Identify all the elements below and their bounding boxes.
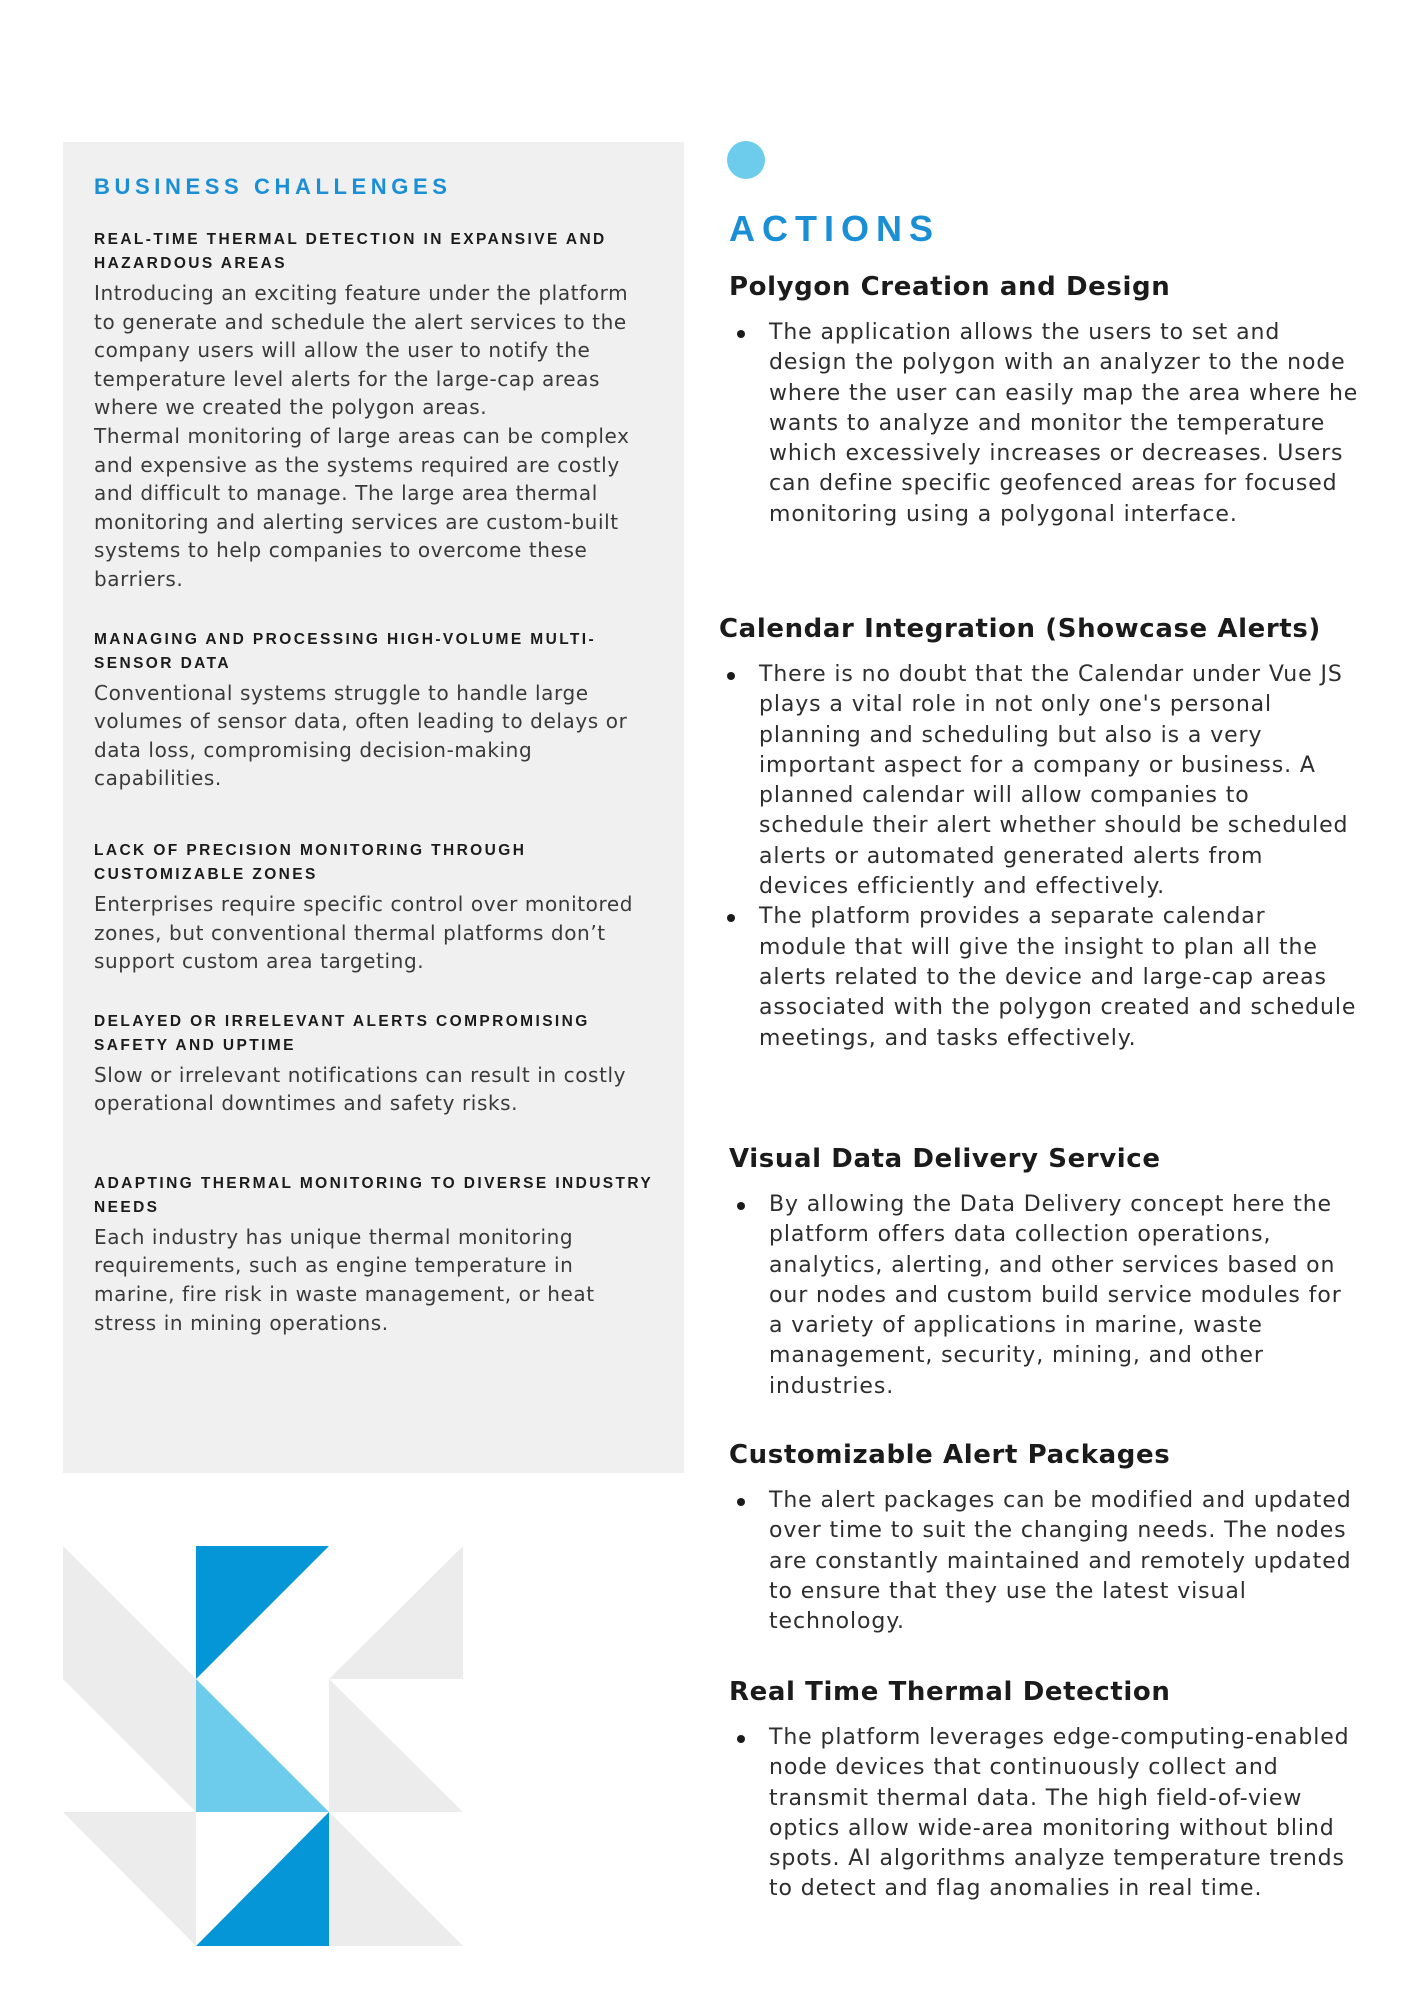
- decor-triangle: [329, 1546, 463, 1679]
- action-bullet: There is no doubt that the Calendar under Vue JS plays a vital role in not only one's personal planning and scheduling but also is a very important aspect for a company or business. A planned calendar will allow companies to schedule their alert whether should be scheduled alerts or automated generated alerts from devices efficiently and effectively.: [719, 660, 1359, 902]
- challenge-title: LACK OF PRECISION MONITORING THROUGH CUSTOMIZABLE ZONES: [94, 841, 527, 883]
- action-bullets: [719, 660, 1359, 1054]
- action-bullet: By allowing the Data Delivery concept here the platform offers data collection operations, analytics, alerting, and other services based on our nodes and custom build service modules for a variety of applications in marine, waste management, security, mining, and other industries.: [729, 1190, 1359, 1402]
- challenge-body: Introducing an exciting feature under the platform to generate and schedule the alert services to the company users will allow the user to notify the temperature level alerts for the large-cap areas where we created the polygon areas.: [94, 281, 629, 420]
- challenge-body: Conventional systems struggle to handle large volumes of sensor data, often leading to delays or data loss, compromising decision-making capabilities.: [94, 680, 628, 791]
- accent-dot: [727, 141, 765, 179]
- actions-heading: ACTIONS: [729, 208, 940, 249]
- action-bullet: The application allows the users to set and design the polygon with an analyzer to the node where the user can easily map the area where he wants to analyze and monitor the temperature which excessively increases or decreases. Users can define specific geofenced areas for focused monitoring using a polygonal interface.: [729, 318, 1359, 530]
- challenge-title: REAL-TIME THERMAL DETECTION IN EXPANSIVE AND HAZARDOUS AREAS: [94, 231, 607, 272]
- decor-triangle: [63, 1812, 196, 1946]
- action-title: Polygon Creation and Design: [729, 272, 1171, 302]
- challenge-item: [94, 628, 654, 793]
- action-bullet: The platform leverages edge-computing-enabled node devices that continuously collect and transmit thermal data. The high field-of-view optics allow wide-area monitoring without blind spots. AI algorithms analyze temperature trends to detect and flag anomalies in real time.: [729, 1723, 1359, 1905]
- decorative-triangle-pattern: [63, 1546, 463, 1946]
- action-section-calendar: [719, 612, 1359, 1054]
- decor-triangle-dark-blue: [196, 1546, 329, 1679]
- action-bullet: The alert packages can be modified and updated over time to suit the changing needs. The nodes are constantly maintained and remotely updated to ensure that they use the latest visual technology.: [729, 1486, 1359, 1637]
- action-bullets: [729, 1190, 1359, 1402]
- action-bullets: [729, 1486, 1359, 1637]
- action-bullets: [729, 318, 1359, 530]
- decor-triangle: [329, 1679, 463, 1812]
- business-challenges-content: [94, 172, 654, 1371]
- decor-triangle: [63, 1546, 196, 1679]
- action-title: Calendar Integration (Showcase Alerts): [719, 614, 1321, 644]
- decor-triangle-light-blue: [196, 1679, 329, 1812]
- challenge-item: [94, 839, 654, 976]
- challenge-title: MANAGING AND PROCESSING HIGH-VOLUME MULTI-SENSOR DATA: [94, 630, 597, 672]
- challenge-body: Enterprises require specific control over monitored zones, but conventional thermal platforms don’t support custom area targeting.: [94, 891, 634, 974]
- action-title: Visual Data Delivery Service: [729, 1144, 1161, 1174]
- challenge-item: [94, 228, 654, 594]
- decor-triangle: [329, 1812, 463, 1946]
- action-section-polygon: [729, 270, 1359, 530]
- decor-triangle: [63, 1679, 196, 1812]
- action-bullets: [729, 1723, 1359, 1905]
- action-title: Real Time Thermal Detection: [729, 1677, 1171, 1707]
- challenge-body: Each industry has unique thermal monitoring requirements, such as engine temperature in marine, fire risk in waste management, or heat stress in mining operations.: [94, 1224, 595, 1335]
- decor-triangle-dark-blue: [196, 1812, 329, 1946]
- challenge-body: Slow or irrelevant notifications can result in costly operational downtimes and safety risks.: [94, 1062, 627, 1116]
- action-title: Customizable Alert Packages: [729, 1440, 1171, 1470]
- action-bullet: The platform provides a separate calendar module that will give the insight to plan all the alerts related to the device and large-cap areas associated with the polygon created and schedule meetings, and tasks effectively.: [719, 902, 1359, 1053]
- business-challenges-panel: [63, 142, 684, 1473]
- challenge-title: ADAPTING THERMAL MONITORING TO DIVERSE INDUSTRY NEEDS: [94, 1174, 653, 1216]
- challenge-item: [94, 1172, 654, 1337]
- action-section-thermal-detection: [729, 1675, 1359, 1905]
- challenge-title: DELAYED OR IRRELEVANT ALERTS COMPROMISING SAFETY AND UPTIME: [94, 1012, 590, 1054]
- action-section-alert-packages: [729, 1438, 1359, 1637]
- challenge-item: [94, 1010, 654, 1118]
- challenge-body: Thermal monitoring of large areas can be complex and expensive as the systems required are costly and difficult to manage. The large area thermal monitoring and alerting services are custom-built systems to help companies to overcome these barriers.: [94, 423, 630, 591]
- business-challenges-heading: BUSINESS CHALLENGES: [94, 174, 452, 199]
- action-section-data-delivery: [729, 1142, 1359, 1402]
